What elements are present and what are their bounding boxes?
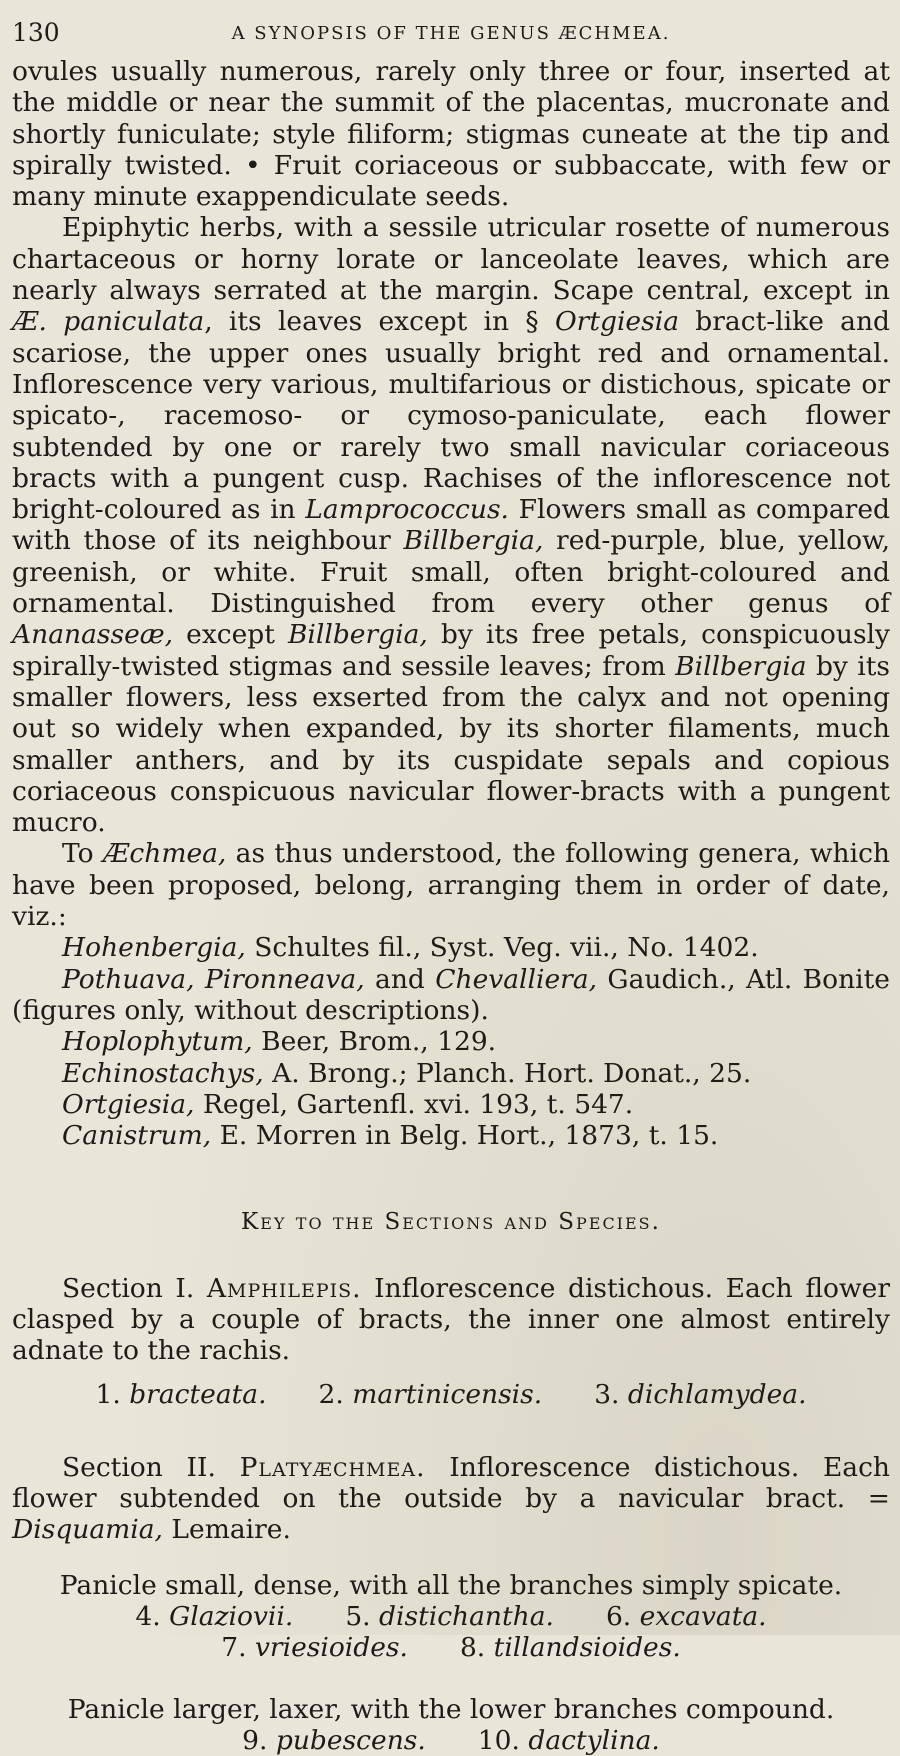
paragraph-continuation: ovules usually numerous, rarely only three or four, inserted at the middle or near the summit of the placentas, mucronate and shortly funiculate; style filiform; stigmas cuneate at the tip and spirally twisted. • Fruit coriaceous or subbaccate, with few or many minute exappendiculate seeds. [12, 56, 890, 213]
species-entry [460, 1632, 681, 1663]
genus-reference: Regel, Gartenfl. xvi. 193, t. 547. [194, 1088, 634, 1120]
species-name: excavata. [639, 1601, 767, 1633]
species-name: martinicensis. [352, 1378, 543, 1410]
species-number: 1. [95, 1378, 121, 1410]
species-list [12, 1379, 890, 1410]
species-list [12, 1601, 890, 1632]
key-group-heading: Panicle larger, laxer, with the lower branches compound. [67, 1693, 835, 1725]
genus-synonym-line [12, 1089, 890, 1120]
paragraph-epiphytic-herbs [12, 212, 890, 838]
species-name: Glaziovii. [169, 1601, 294, 1633]
species-name: distichantha. [379, 1601, 554, 1633]
species-entry [95, 1379, 266, 1410]
text-run: as thus understood, the following genera, which have been proposed, belong, arranging them in order of date, viz.: [12, 838, 890, 933]
species-entry [319, 1379, 543, 1410]
species-number: 3. [594, 1378, 620, 1410]
page-number: 130 [12, 18, 60, 47]
running-head [12, 14, 890, 56]
taxon-name: Billbergia, [287, 619, 428, 651]
taxon-name: Ananasseæ, [12, 619, 174, 651]
genus-name: Hohenbergia, [62, 932, 246, 964]
genus-synonym-line [12, 964, 890, 1027]
key-heading: Key to the Sections and Species. [241, 1209, 661, 1236]
section-name: Amphilepis. [206, 1272, 362, 1304]
species-number: 2. [318, 1378, 344, 1410]
genus-name: Hoplophytum, [62, 1026, 253, 1058]
species-entry [345, 1601, 554, 1632]
genus-name: Chevalliera, [435, 963, 598, 995]
section-amphilepis [12, 1273, 890, 1410]
text-run: , its leaves except in § [204, 306, 555, 338]
species-name: pubescens. [275, 1724, 426, 1756]
genus-name: Canistrum, [62, 1120, 212, 1152]
species-number: 7. [221, 1632, 247, 1664]
running-title: A SYNOPSIS OF THE GENUS ÆCHMEA. [231, 23, 671, 44]
species-number: 4. [135, 1601, 161, 1633]
genus-synonym-line [12, 932, 890, 963]
species-number: 6. [605, 1601, 632, 1633]
page-body [12, 56, 890, 1756]
section-label: Section I. [62, 1272, 195, 1304]
species-entry [242, 1725, 426, 1756]
genus-name: Ortgiesia, [62, 1088, 195, 1120]
species-entry [606, 1601, 767, 1632]
species-number: 5. [345, 1601, 371, 1633]
species-entry [594, 1379, 806, 1410]
species-entry [221, 1632, 408, 1663]
genus-name: Echinostachys, [62, 1057, 264, 1089]
species-name: tillandsioides. [493, 1632, 681, 1664]
species-number: 9. [242, 1724, 268, 1756]
species-number: 8. [459, 1632, 486, 1664]
section-description [12, 1452, 890, 1546]
genus-reference: A. Brong.; Planch. Hort. Donat., 25. [263, 1057, 752, 1089]
text-run: by its smaller flowers, less exserted from the calyx and not opening out so widely when expanded, by its shorter filaments, much smaller anthers, and by its cuspidate sepals and copious coriaceous conspicuous navicular flower-bracts with a pungent mucro. [12, 650, 890, 839]
taxon-name: Lamprococcus. [305, 494, 509, 526]
section-platyaechmea [12, 1452, 890, 1756]
key-group-heading: Panicle small, dense, with all the branches simply spicate. [59, 1569, 843, 1601]
genus-reference: Schultes fil., Syst. Veg. vii., No. 1402. [245, 932, 759, 964]
text-run: and [364, 963, 436, 995]
species-entry [478, 1725, 660, 1756]
species-name: vriesioides. [254, 1632, 408, 1664]
species-name: dactylina. [528, 1724, 660, 1756]
taxon-name: Ortgiesia [554, 306, 679, 338]
section-name: Platyæchmea. [239, 1451, 426, 1483]
section-label: Section II. [62, 1451, 216, 1483]
text-run: except [173, 619, 288, 651]
species-list [12, 1632, 890, 1663]
text-run: Lemaire. [162, 1514, 291, 1546]
text-run: Epiphytic herbs, with a sessile utricular rosette of numerous chartaceous or horny lorate or lanceolate leaves, which are nearly always serrated at the margin. Scape central, except in [12, 212, 890, 307]
taxon-name: Disquamia, [12, 1514, 163, 1546]
genus-synonym-line [12, 1058, 890, 1089]
section-description [12, 1273, 890, 1367]
text-run: Inflorescence distichous. Each flower clasped by a couple of bracts, the inner one almost entirely adnate to the rachis. [12, 1272, 890, 1367]
genus-synonym-line [12, 1120, 890, 1151]
paragraph-genera-intro [12, 838, 890, 932]
text-run: red-purple, blue, yellow, greenish, or white. Fruit small, often bright-coloured and ornamental. Distinguished from every other genus of [12, 525, 890, 620]
species-name: dichlamydea. [627, 1378, 807, 1410]
text-run: by its free petals, conspicuously spirally-twisted stigmas and sessile leaves; from [12, 619, 890, 682]
genus-name: Pothuava, [62, 963, 195, 995]
genus-synonym-line [12, 1026, 890, 1057]
genus-reference: E. Morren in Belg. Hort., 1873, t. 15. [211, 1120, 719, 1152]
text-run: bract-like and scariose, the upper ones usually bright red and ornamental. Inflorescence very various, multifarious or distichous, spicate or spicato-, racemoso- or cymoso-paniculate, each flower subtended by one or rarely two small navicular coriaceous bracts with a pungent cusp. Rachises of the inflorescence not bright-coloured as in [12, 306, 891, 526]
text-run: Flowers small as compared with those of its neighbour [12, 494, 890, 557]
text-run: Inflorescence distichous. Each flower subtended on the outside by a navicular bract. = [12, 1451, 890, 1515]
genus-name: Pironneava, [204, 963, 365, 995]
taxon-name: Billbergia [675, 650, 807, 682]
taxon-name: Æchmea, [102, 838, 227, 870]
species-name: bracteata. [129, 1378, 267, 1410]
text-run: To [62, 838, 103, 870]
species-number: 10. [477, 1724, 520, 1756]
genus-reference: Gaudich., Atl. Bonite (figures only, without descriptions). [12, 963, 890, 1026]
genus-reference: Beer, Brom., 129. [252, 1026, 497, 1058]
taxon-name: Billbergia, [403, 525, 544, 557]
species-list [12, 1725, 890, 1756]
species-entry [135, 1601, 293, 1632]
taxon-name: Æ. paniculata [12, 306, 205, 338]
